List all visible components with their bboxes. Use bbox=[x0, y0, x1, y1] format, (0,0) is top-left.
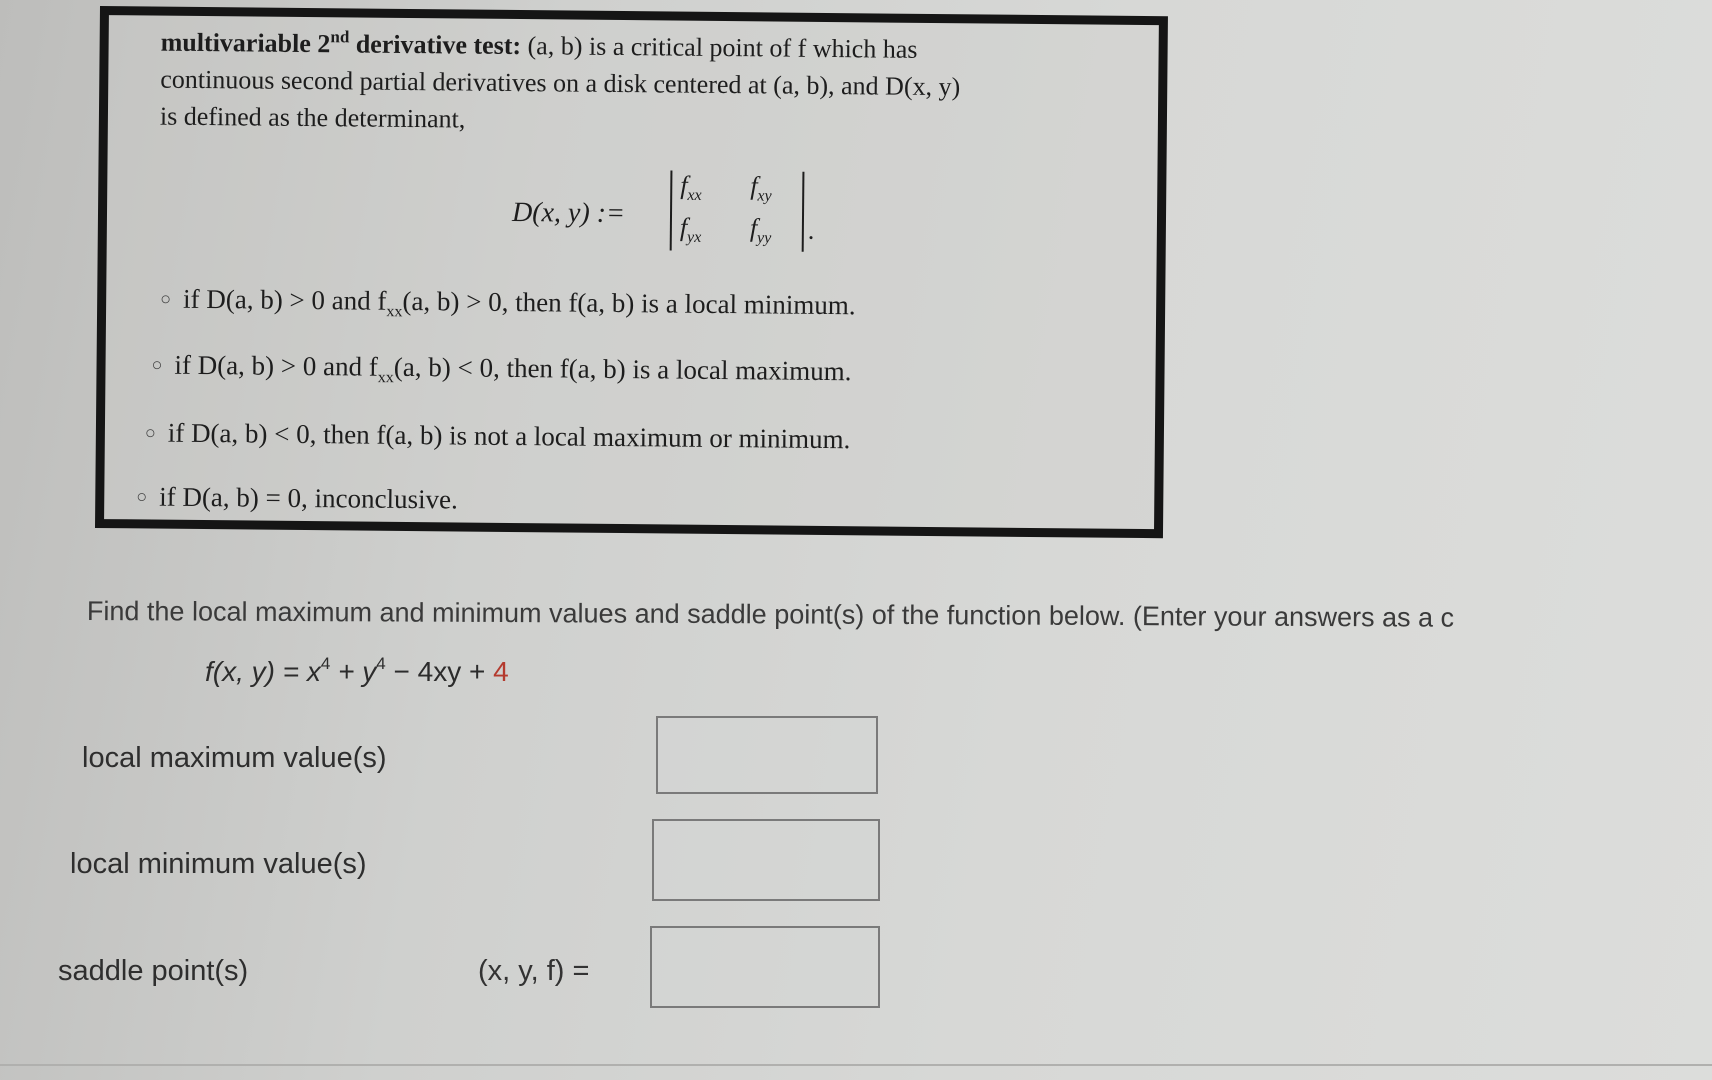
function-exp-2: 4 bbox=[376, 654, 386, 673]
saddle-label: saddle point(s) bbox=[58, 955, 249, 987]
matrix-cell-fyx: $f_{yx}$ bbox=[679, 212, 702, 246]
bullet-icon: ○ bbox=[136, 486, 148, 507]
matrix-cell-fxy: $f_{xy}$ bbox=[750, 171, 772, 205]
function-lhs: f(x, y) = x bbox=[205, 656, 321, 687]
function-rest: − 4xy + bbox=[385, 656, 494, 687]
case-2-rest: (a, b) < 0, then f(a, b) is a local maximum. bbox=[393, 351, 852, 387]
case-3-text: if D(a, b) < 0, then f(a, b) is not a local maximum or minimum. bbox=[167, 417, 851, 455]
function-expression bbox=[205, 656, 509, 688]
test-title: multivariable 2 bbox=[160, 27, 331, 59]
local-min-label: local minimum value(s) bbox=[70, 848, 367, 880]
test-title-superscript: nd bbox=[330, 27, 350, 47]
function-mid: + y bbox=[330, 656, 377, 687]
case-local-minimum bbox=[160, 284, 856, 326]
case-2-text: if D(a, b) > 0 and f bbox=[174, 349, 378, 382]
test-title-rest: derivative test: bbox=[349, 29, 522, 61]
determinant-period: . bbox=[807, 215, 815, 245]
case-1-text: if D(a, b) > 0 and f bbox=[182, 283, 387, 316]
test-line-2: continuous second partial derivatives on a disk centered at (a, b), and D(x, y) bbox=[160, 64, 961, 102]
saddle-input[interactable] bbox=[650, 926, 880, 1008]
local-max-label: local maximum value(s) bbox=[82, 742, 387, 774]
function-exp-1: 4 bbox=[320, 654, 331, 673]
matrix-cell-fyy: $f_{yy}$ bbox=[749, 213, 772, 247]
test-line-3: is defined as the determinant, bbox=[159, 101, 466, 134]
second-derivative-test-box bbox=[95, 6, 1168, 538]
page-divider bbox=[0, 1064, 1712, 1066]
determinant-label: D(x, y) := bbox=[511, 196, 626, 230]
determinant-definition bbox=[511, 159, 815, 259]
saddle-prefix: (x, y, f) = bbox=[478, 955, 590, 987]
bullet-icon: ○ bbox=[151, 354, 163, 375]
case-saddle bbox=[145, 417, 851, 455]
case-local-maximum bbox=[151, 350, 851, 392]
bullet-icon: ○ bbox=[144, 422, 156, 443]
problem-prompt: Find the local maximum and minimum values and saddle point(s) of the function below. (Enter your answers as a c bbox=[86, 596, 1455, 633]
test-line-1: (a, b) is a critical point of f which has bbox=[520, 31, 918, 64]
case-1-subscript: xx bbox=[386, 303, 403, 321]
matrix-cell-fxx: $f_{xx}$ bbox=[680, 170, 702, 204]
test-intro bbox=[160, 24, 1161, 145]
case-inconclusive bbox=[136, 481, 458, 515]
case-4-text: if D(a, b) = 0, inconclusive. bbox=[159, 481, 458, 515]
case-2-subscript: xx bbox=[377, 369, 394, 387]
bullet-icon: ○ bbox=[160, 288, 172, 309]
local-max-input[interactable] bbox=[656, 716, 878, 794]
local-min-input[interactable] bbox=[652, 819, 880, 901]
case-1-rest: (a, b) > 0, then f(a, b) is a local minimum. bbox=[402, 285, 856, 321]
determinant-matrix bbox=[670, 170, 805, 251]
function-constant: 4 bbox=[493, 656, 509, 687]
